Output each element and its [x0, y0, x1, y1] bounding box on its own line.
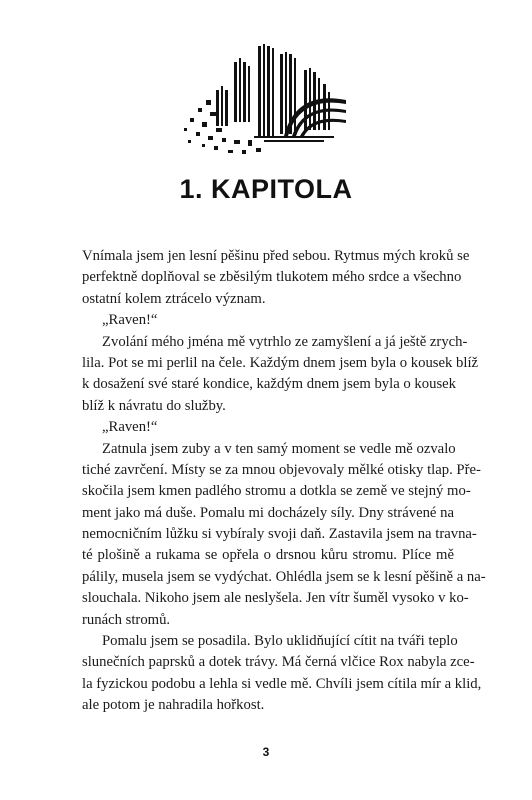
text-line: lila. Pot se mi perlil na čele. Každým dnem jsem byla o kousek blíž — [82, 354, 479, 371]
text-line: blíž k návratu do služby. — [82, 397, 226, 414]
text-line: skočila jsem kmen padlého stromu a dotkla se země ve stejný mo- — [82, 483, 471, 500]
text-line: Pomalu jsem se posadila. Bylo uklidňující cítit na tváři teplo — [102, 633, 458, 650]
text-line: „Raven!“ — [102, 312, 158, 329]
text-line: tiché zavrčení. Místy se za mnou objevovaly mělké otisky tlap. Pře- — [82, 461, 481, 478]
text-line: ale potom je nahradila hořkost. — [82, 697, 265, 714]
text-line: Vnímala jsem jen lesní pěšinu před sebou. Rytmus mých kroků se — [82, 248, 470, 264]
text-line: slunečních paprsků a dotek trávy. Má černá vlčice Rox nabyla zce- — [82, 654, 475, 671]
text-line: k dosažení své staré kondice, každým dnem jsem byla o kousek — [82, 376, 457, 393]
text-line: perfektně doplňoval se zběsilým tlukotem mého srdce a všechno — [82, 269, 462, 286]
chapter-body — [82, 246, 486, 717]
text-line: la fyzickou podobu a lehla si vedle mě. Chvíli jsem cítila mír a klid, — [82, 675, 482, 692]
text-line: Zvolání mého jména mě vytrhlo ze zamyšlení a já ještě zrych- — [102, 333, 468, 350]
text-line: té plošině a rukama se opřela o drsnou kůru stromu. Plíce mě — [82, 547, 454, 564]
text-line: slouchala. Nikoho jsem ale neslyšela. Jen vítr šuměl vysoko v ko- — [82, 590, 469, 607]
city-skyline-pixel-icon — [176, 40, 356, 160]
text-line: nemocničním lůžku si vybíraly svoji daň. Zastavila jsem na travna- — [82, 526, 477, 543]
text-line: „Raven!“ — [102, 419, 158, 436]
text-line: runách stromů. — [82, 611, 171, 628]
text-line: pálily, musela jsem se vydýchat. Ohlédla jsem se k lesní pěšině a na- — [82, 568, 486, 585]
text-line: ment jako má duše. Pomalu mi docházely síly. Dny strávené na — [82, 504, 454, 521]
text-line: ostatní kolem ztrácelo význam. — [82, 290, 266, 307]
page-number: 3 — [262, 745, 270, 759]
chapter-title: 1. KAPITOLA — [179, 174, 353, 204]
text-line: Zatnula jsem zuby a v ten samý moment se vedle mě ozvalo — [102, 440, 456, 457]
